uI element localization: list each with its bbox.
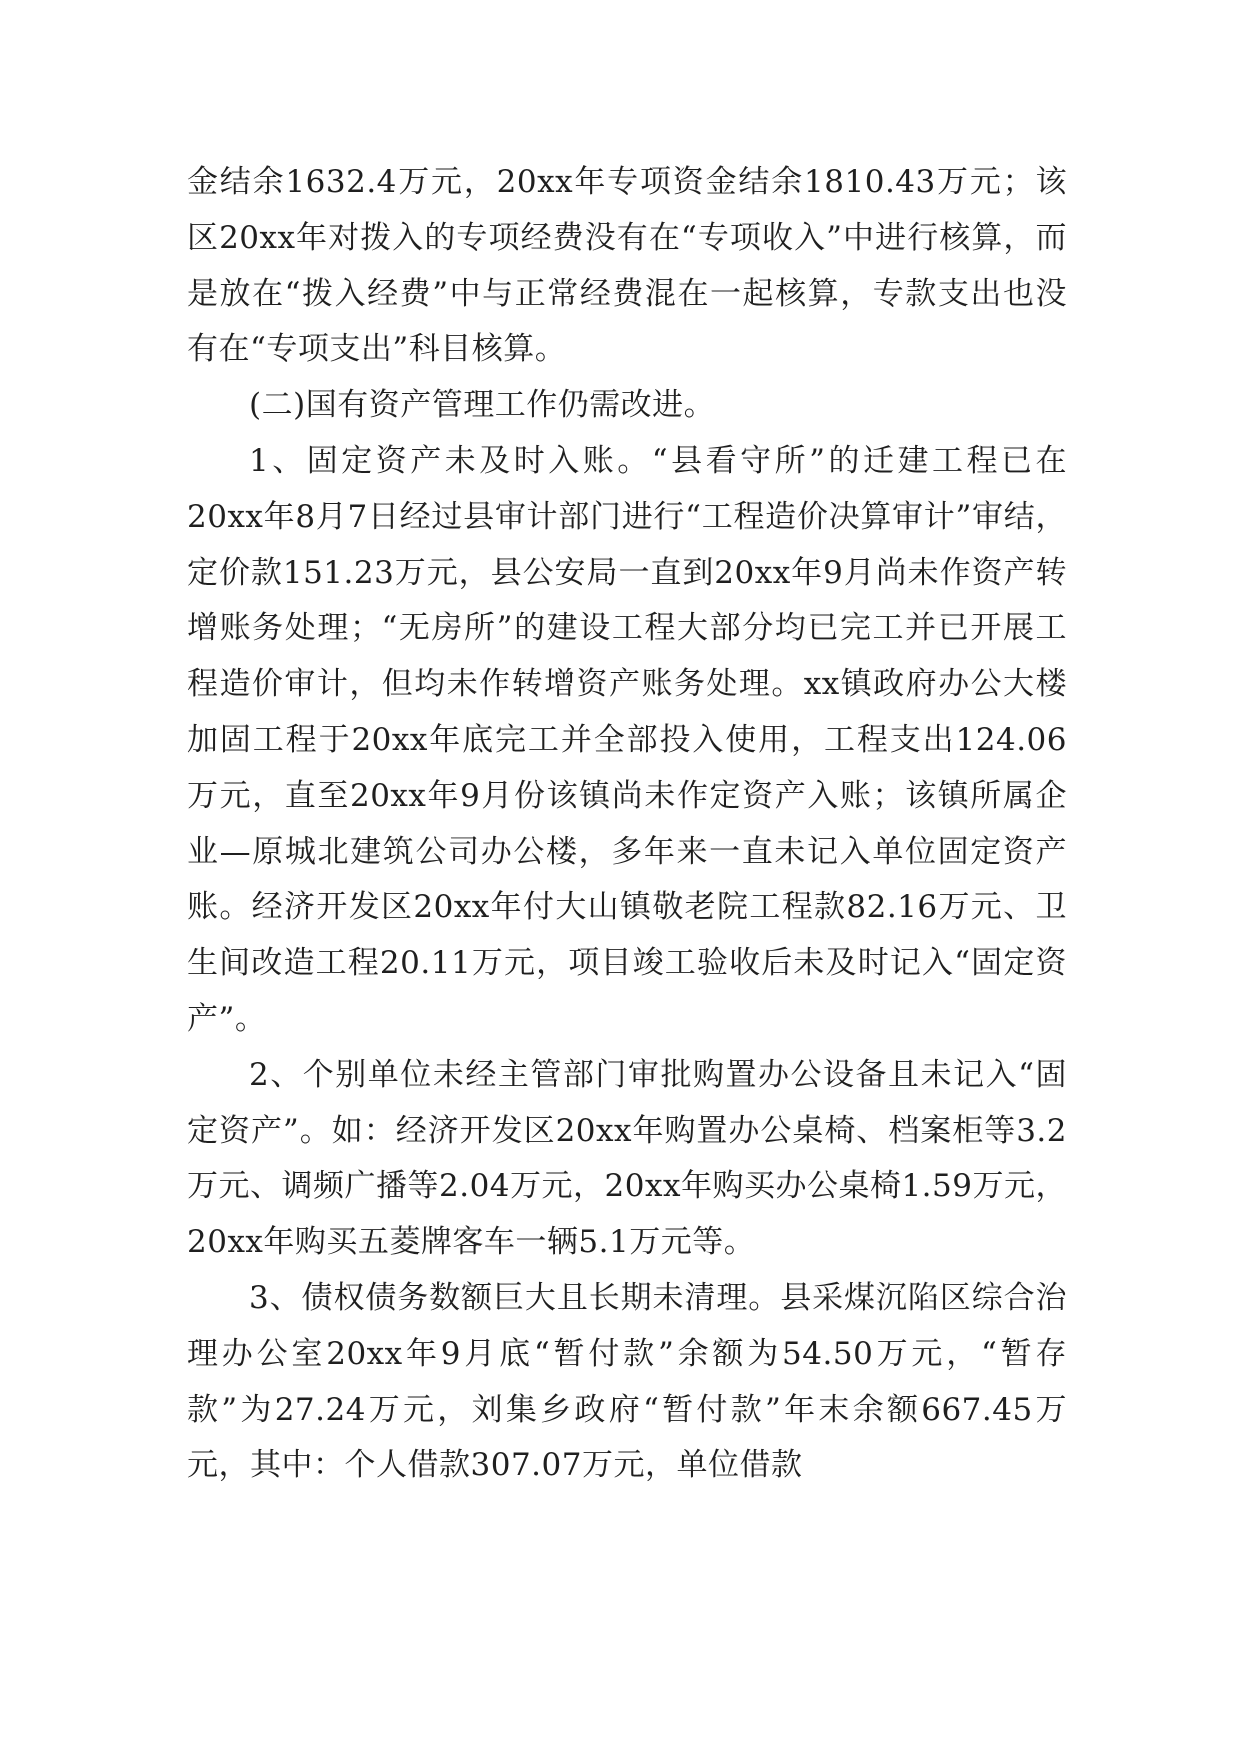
paragraph-continuation: 金结余1632.4万元，20xx年专项资金结余1810.43万元；该区20xx年对拨入的专项经费没有在“专项收入”中进行核算，而是放在“拨入经费”中与正常经费混在一起核算，专款支出也没有在“专项支出”科目核算。 bbox=[187, 164, 1067, 368]
paragraph-item-1: 1、固定资产未及时入账。“县看守所”的迁建工程已在20xx年8月7日经过县审计部门进行“工程造价决算审计”审结，定价款151.23万元，县公安局一直到20xx年9月尚未作资产转增账务处理；“无房所”的建设工程大部分均已完工并已开展工程造价审计，但均未作转增资产账务处理。xx镇政府办公大楼加固工程于20xx年底完工并全部投入使用，工程支出124.06万元，直至20xx年9月份该镇尚未作定资产入账；该镇所属企业—原城北建筑公司办公楼，多年来一直未记入单位固定资产账。经济开发区20xx年付大山镇敬老院工程款82.16万元、卫生间改造工程20.11万元，项目竣工验收后未及时记入“固定资产”。 bbox=[187, 442, 1067, 1037]
paragraph-item-3: 3、债权债务数额巨大且长期未清理。县采煤沉陷区综合治理办公室20xx年9月底“暂付款”余额为54.50万元，“暂存款”为27.24万元，刘集乡政府“暂付款”年末余额667.45万元，其中：个人借款307.07万元，单位借款 bbox=[187, 1279, 1067, 1484]
paragraph-item-2: 2、个别单位未经主管部门审批购置办公设备且未记入“固定资产”。如：经济开发区20xx年购置办公桌椅、档案柜等3.2万元、调频广播等2.04万元，20xx年购买办公桌椅1.59万元，20xx年购买五菱牌客车一辆5.1万元等。 bbox=[187, 1056, 1067, 1261]
section-heading: (二)国有资产管理工作仍需改进。 bbox=[249, 387, 716, 424]
document-body bbox=[187, 155, 1067, 1494]
